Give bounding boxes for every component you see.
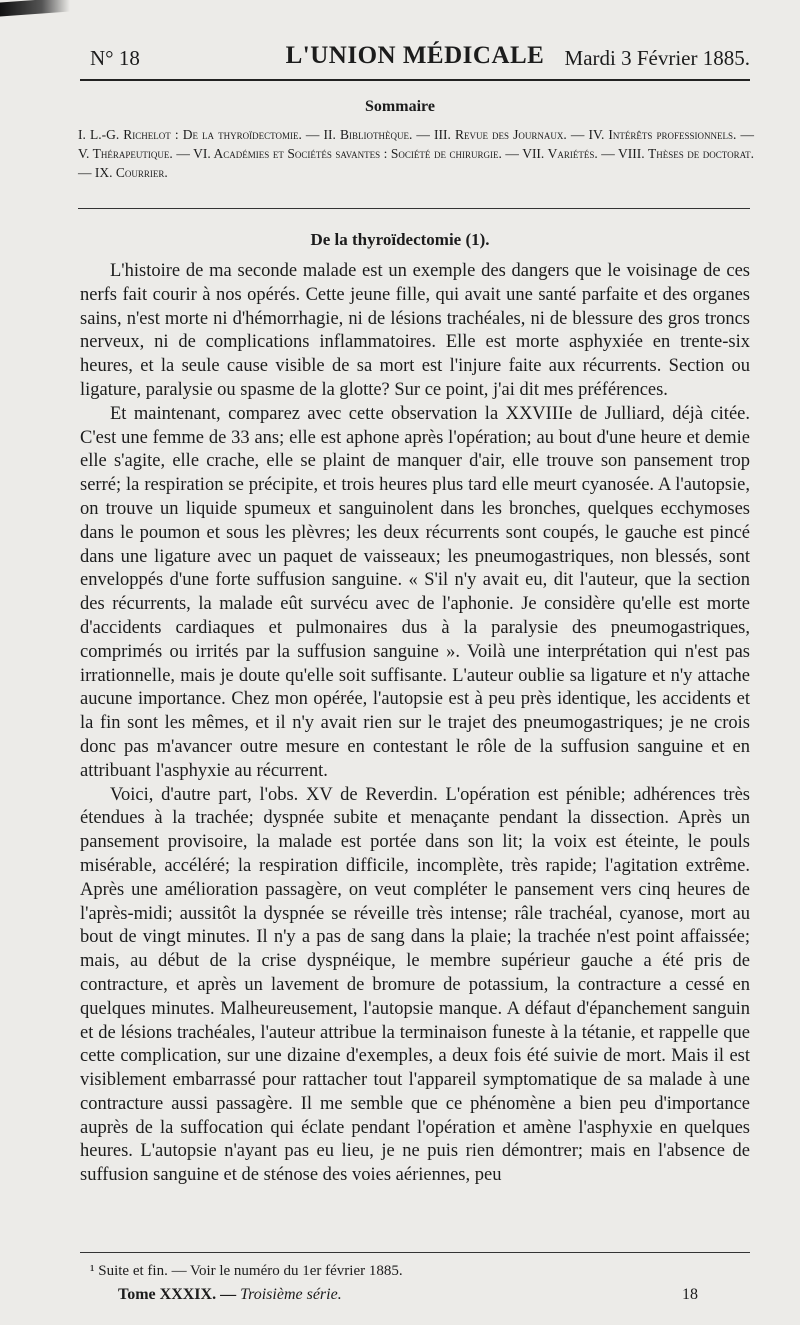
article-title: De la thyroïdectomie (1). bbox=[310, 230, 490, 249]
footer-rule bbox=[80, 1252, 750, 1253]
page-number: 18 bbox=[682, 1286, 698, 1303]
summary-text: I. L.-G. Richelot : De la thyroïdectomie. — II. Bibliothèque. — III. Revue des Journaux. — IV. Intérêts professionnels. — V. Thérapeutique. — VI. Académies et Sociétés savantes : Société de chirurgie. — VII. Variétés. — VIII. Thèses de doctorat. — IX. Courrier. bbox=[78, 127, 754, 180]
tome-line bbox=[118, 1286, 342, 1304]
journal-title: L'UNION MÉDICALE bbox=[285, 42, 545, 69]
footnote: ¹ Suite et fin. — Voir le numéro du 1er février 1885. bbox=[90, 1263, 403, 1279]
page-header bbox=[80, 40, 750, 84]
article-paragraph: Et maintenant, comparez avec cette observation la XXVIIIe de Julliard, déjà citée. C'est une femme de 33 ans; elle est aphone après l'opération; au bout d'une heure et demie elle s'agite, elle crache, elle se plaint de manquer d'air, elle trouve son pansement trop serré; la respiration se précipite, et trois heures plus tard elle meurt cyanosée. A l'autopsie, on trouve un liquide spumeux et sanguinolent dans les bronches, quelques ecchymoses dans le poumon et sous les plèvres; les deux récurrents sont coupés, le gauche est pincé dans une ligature avec un paquet de vaisseaux; les pneumogastriques, non blessés, sont enveloppés d'une forte suffusion sanguine. « S'il n'y avait eu, dit l'auteur, que la section des récurrents, la malade eût survécu avec de l'aphonie. Je considère qu'elle est morte d'accidents cardiaques et pulmonaires dus à la paralysie des pneumogastriques, comprimés ou irrités par la suffusion sanguine ». Voilà une interprétation qui n'est pas irrationnelle, mais je doute qu'elle soit suffisante. L'auteur oublie sa ligature et n'y attache aucune importance. Chez mon opérée, l'autopsie est à peu près identique, les accidents et la fin sont les mêmes, et il n'y avait rien sur le trajet des pneumogastriques; je ne crois donc pas m'avancer outre mesure en contestant le rôle de la suffusion sanguine et en attribuant l'asphyxie au récurrent. bbox=[80, 403, 750, 781]
series-label: Troisième série. bbox=[240, 1286, 342, 1303]
issue-number: N° 18 bbox=[90, 46, 140, 70]
scan-corner-shadow bbox=[0, 0, 70, 16]
article-paragraph: L'histoire de ma seconde malade est un exemple des dangers que le voisinage de ces nerfs fait courir à nos opérés. Cette jeune fille, qui avait une santé parfaite et des organes sains, n'est morte ni d'hémorrhagie, ni de lésions trachéales, ni de blessure des gros troncs nerveux, ni de complications inflammatoires. Elle est morte asphyxiée en trente-six heures, et la seule cause visible de sa mort est l'injure faite aux récurrents. Section ou ligature, paralysie ou spasme de la glotte? Sur ce point, j'ai dit mes préférences. bbox=[80, 261, 750, 400]
article-body bbox=[80, 260, 750, 1188]
issue-date: Mardi 3 Février 1885. bbox=[564, 46, 750, 70]
tome-label: Tome XXXIX. — bbox=[118, 1286, 237, 1303]
summary-title: Sommaire bbox=[365, 98, 435, 115]
header-rule bbox=[80, 79, 750, 81]
article-paragraph: Voici, d'autre part, l'obs. XV de Reverdin. L'opération est pénible; adhérences très étendues à la trachée; dyspnée subite et menaçante pendant la dissection. Après un pansement provisoire, la malade est portée dans son lit; la voix est éteinte, le pouls misérable, accéléré; la respiration difficile, incomplète, très rapide; l'agitation extrême. Après une amélioration passagère, on veut compléter le pansement vers cinq heures de l'après-midi; aussitôt la dyspnée se réveille très intense; râle trachéal, cyanose, mort au bout de vingt minutes. Il n'y a pas de sang dans la plaie; la trachée n'est point affaissée; mais, au début de la crise dyspnéique, le membre supérieur gauche a été pris de contracture, et après un lavement de bromure de potassium, la contracture a cessé en quelques minutes. Malheureusement, l'autopsie manque. A défaut d'épanchement sanguin et de lésions trachéales, l'auteur attribue la terminaison funeste à la tétanie, et rappelle que cette complication, sur une dizaine d'exemples, a deux fois été suivie de mort. Mais il est visiblement embarrassé pour rattacher tout l'appareil symptomatique de sa malade à une contracture aussi passagère. Il me semble que ce phénomène a bien peu d'importance auprès de la suffocation qui éclate pendant l'opération et amène l'asphyxie en quelques heures. L'autopsie n'ayant pas eu lieu, je ne puis rien démontrer; mais en l'absence de suffusion sanguine et de sténose des voies aériennes, peu bbox=[80, 784, 750, 1186]
summary-rule bbox=[78, 208, 750, 209]
